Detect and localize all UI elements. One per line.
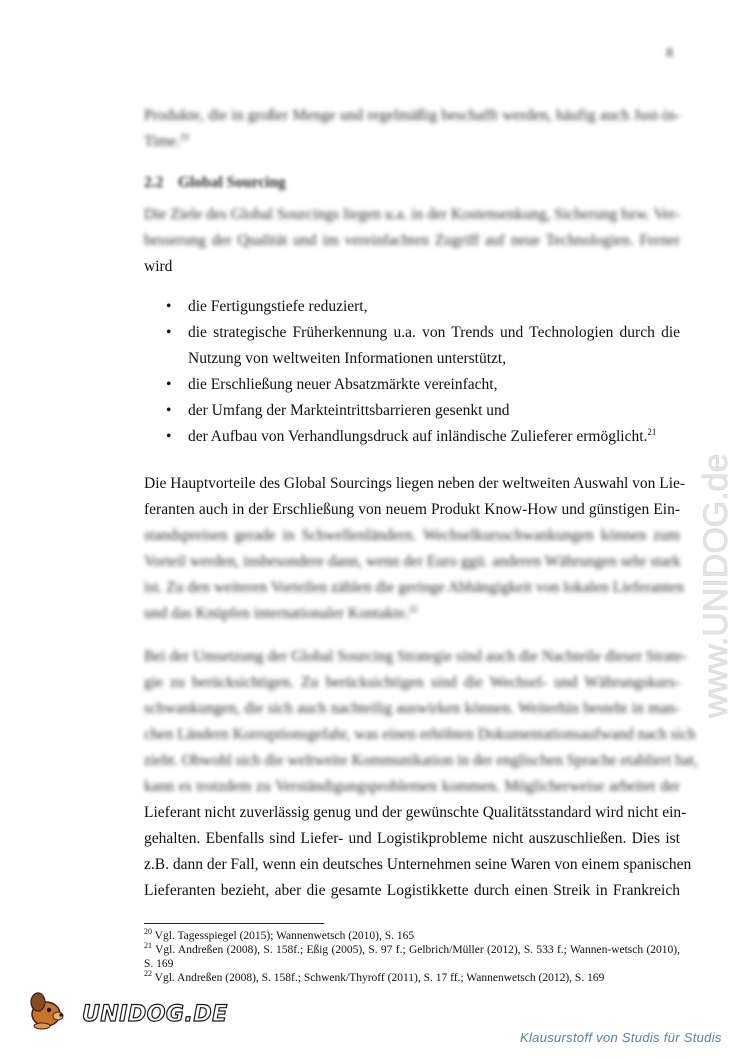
text-line: standspreisen gerade in Schwellenländern. Wechselkursschwankungen können zum	[144, 527, 680, 544]
list-item: • die strategische Früherkennung u.a. von Trends und Technologien durch die Nutzung von weltweiten Informationen unterstützt,	[144, 320, 680, 372]
paragraph-goals	[144, 202, 680, 280]
watermark	[697, 300, 735, 720]
list-item: • der Umfang der Markteintrittsbarrieren gesenkt und	[144, 398, 680, 424]
text-line: wird	[144, 258, 173, 275]
list-item: • die Erschließung neuer Absatzmärkte vereinfacht,	[144, 372, 680, 398]
section-title: Global Sourcing	[178, 174, 286, 191]
text-line: gie zu berücksichtigen. Zu berücksichtigen sind die Wechsel- und Währungskurs-	[144, 674, 680, 691]
logo-text: UNIDOG.DE	[82, 1002, 228, 1027]
text-line: Lieferanten bezieht, aber die gesamte Logistikkette durch einen Streik in Frankreich	[144, 882, 680, 899]
footnote-21: $^{21}$ Vgl. Andreßen (2008), S. 158f.; Eßig (2005), S. 97 f.; Gelbrich/Müller (2012), S. 533 f.; Wannen-wetsch (2010), S. 169	[144, 941, 680, 970]
text-line: schwankungen, die sich auch nachteilig auswirken können. Weiterhin besteht in man-	[144, 700, 680, 717]
text-line: z.B. dann der Fall, wenn ein deutsches Unternehmen seine Waren von einem spanischen	[144, 856, 692, 873]
text-line: gehalten. Ebenfalls sind Liefer- und Logistikprobleme nicht auszuschließen. Dies ist	[144, 830, 680, 847]
list-item: • der Aufbau von Verhandlungsdruck auf inländische Zulieferer ermöglicht.$^{21}$	[144, 424, 680, 450]
unidog-logo	[22, 988, 228, 1028]
intro-paragraph	[144, 103, 680, 155]
list-item: • die Fertigungstiefe reduziert,	[144, 294, 680, 320]
text-line: Time.$^{20}$	[144, 131, 190, 150]
bullet-icon: •	[166, 298, 172, 315]
footnote-20: $^{20}$ Vgl. Tagesspiegel (2015); Wannenwetsch (2010), S. 165	[144, 927, 415, 942]
footnote-ref: 22	[408, 603, 418, 614]
text-line: besserung der Qualität und im vereinfachten Zugriff auf neue Technologien. Ferner	[144, 232, 680, 249]
section-heading	[144, 174, 286, 192]
watermark-text: www.UNIDOG.de	[697, 453, 735, 718]
footnote-22: $^{22}$ Vgl. Andreßen (2008), S. 158f.; Schwenk/Thyroff (2011), S. 17 ff.; Wannenwetsch (2012), S. 169	[144, 969, 605, 984]
footnote-ref: 20	[180, 131, 190, 142]
bullet-list	[144, 294, 680, 450]
dog-mascot-icon	[22, 988, 82, 1030]
text-line: zieht. Obwohl sich die weltweite Kommunikation in der englischen Sprache etabliert hat,	[144, 752, 698, 769]
bullet-icon: •	[166, 428, 172, 445]
text-line: Lieferant nicht zuverlässig genug und der gewünschte Qualitätsstandard wird nicht ein-	[144, 804, 687, 821]
text-line: chen Ländern Korruptionsgefahr, was einen erhöhten Dokumentationsaufwand nach sich	[144, 726, 696, 743]
footnote-ref: 21	[647, 426, 657, 437]
tagline: Klausurstoff von Studis für Studis	[520, 1030, 722, 1045]
paragraph-disadvantages	[144, 644, 698, 904]
text-line: und das Knüpfen internationaler Kontakte.$^{22}$	[144, 603, 418, 622]
bullet-icon: •	[166, 324, 172, 341]
bullet-icon: •	[166, 402, 172, 419]
text-line: Die Ziele des Global Sourcings liegen u.a. in der Kostensenkung, Sicherung bzw. Ver-	[144, 206, 680, 223]
bullet-icon: •	[166, 376, 172, 393]
text-line: Bei der Umsetzung der Global Sourcing Strategie sind auch die Nachteile dieser Strate-	[144, 648, 688, 665]
section-number: 2.2	[144, 174, 164, 191]
text-line: feranten auch in der Erschließung von neuem Produkt Know-How und günstigen Ein-	[144, 501, 680, 518]
page-number: 8	[666, 46, 673, 61]
text-line: Die Hauptvorteile des Global Sourcings liegen neben der weltweiten Auswahl von Lie-	[144, 475, 686, 492]
footnote-divider	[144, 923, 324, 924]
paragraph-advantages	[144, 471, 686, 627]
text-line: kann es trotzdem zu Verständigungsproblemen kommen. Möglicherweise arbeitet der	[144, 778, 680, 795]
text-line: ist. Zu den weiteren Vorteilen zählen die geringe Abhängigkeit von lokalen Lieferanten	[144, 579, 685, 596]
text-line: Produkte, die in großer Menge und regelmäßig beschafft werden, häufig auch Just-in-	[144, 107, 680, 124]
text-line: Vorteil werden, insbesondere dann, wenn der Euro ggü. anderen Währungen sehr stark	[144, 553, 681, 570]
